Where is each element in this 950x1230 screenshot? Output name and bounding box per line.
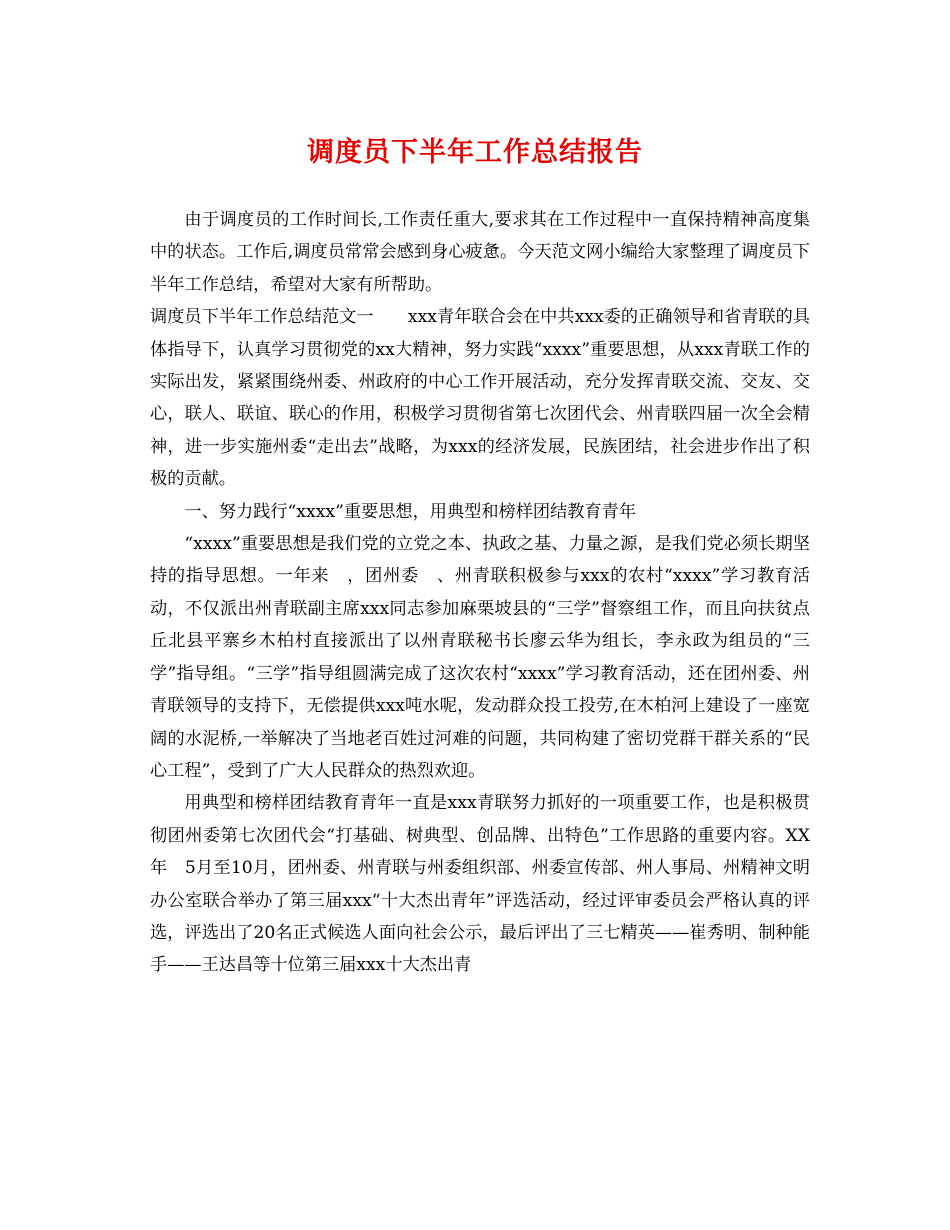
paragraph-intro: 由于调度员的工作时间长,工作责任重大,要求其在工作过程中一直保持精神高度集中的状态。工作后,调度员常常会感到身心疲惫。今天范文网小编给大家整理了调度员下半年工作总结，希望对大家有所帮助。	[150, 210, 810, 295]
paragraph-sample-one: 调度员下半年工作总结范文一 xxx青年联合会在中共xxx委的正确领导和省青联的具体指导下，认真学习贯彻党的xx大精神，努力实践“xxxx”重要思想，从xxx青联工作的实际出发，紧紧围绕州委、州政府的中心工作开展活动，充分发挥青联交流、交友、交心，联人、联谊、联心的作用，积极学习贯彻省第七次团代会、州青联四届一次全会精神，进一步实施州委“走出去”战略，为xxx的经济发展，民族团结，社会进步作出了积极的贡献。	[150, 307, 810, 490]
paragraph-role-models: 用典型和榜样团结教育青年一直是xxx青联努力抓好的一项重要工作，也是积极贯彻团州委第七次团代会“打基础、树典型、创品牌、出特色”工作思路的重要内容。XX年 5月至10月，团州委、州青联与州委组织部、州委宣传部、州人事局、州精神文明办公室联合举办了第三届xxx“十大杰出青年”评选活动，经过评审委员会严格认真的评选，评选出了20名正式候选人面向社会公示，最后评出了三七精英——崔秀明、制种能手——王达昌等十位第三届xxx十大杰出青	[150, 793, 810, 976]
paragraph-thought: “xxxx”重要思想是我们党的立党之本、执政之基、力量之源，是我们党必须长期坚持的指导思想。一年来 ，团州委 、州青联积极参与xxx的农村“xxxx”学习教育活动，不仅派出州青联副主席xxx同志参加麻栗坡县的“三学”督察组工作，而且向扶贫点丘北县平寨乡木柏村直接派出了以州青联秘书长廖云华为组长，李永政为组员的“三学”指导组。“三学”指导组圆满完成了这次农村“xxxx”学习教育活动，还在团州委、州青联领导的支持下，无偿提供xxx吨水呢，发动群众投工投劳,在木柏河上建设了一座宽阔的水泥桥,一举解决了当地老百姓过河难的问题，共同构建了密切党群干群关系的“民心工程”，受到了广大人民群众的热烈欢迎。	[150, 534, 810, 781]
section-heading-one: 一、努力践行“xxxx”重要思想，用典型和榜样团结教育青年	[184, 501, 637, 522]
document-title: 调度员下半年工作总结报告	[307, 137, 643, 168]
document-body	[150, 204, 810, 982]
